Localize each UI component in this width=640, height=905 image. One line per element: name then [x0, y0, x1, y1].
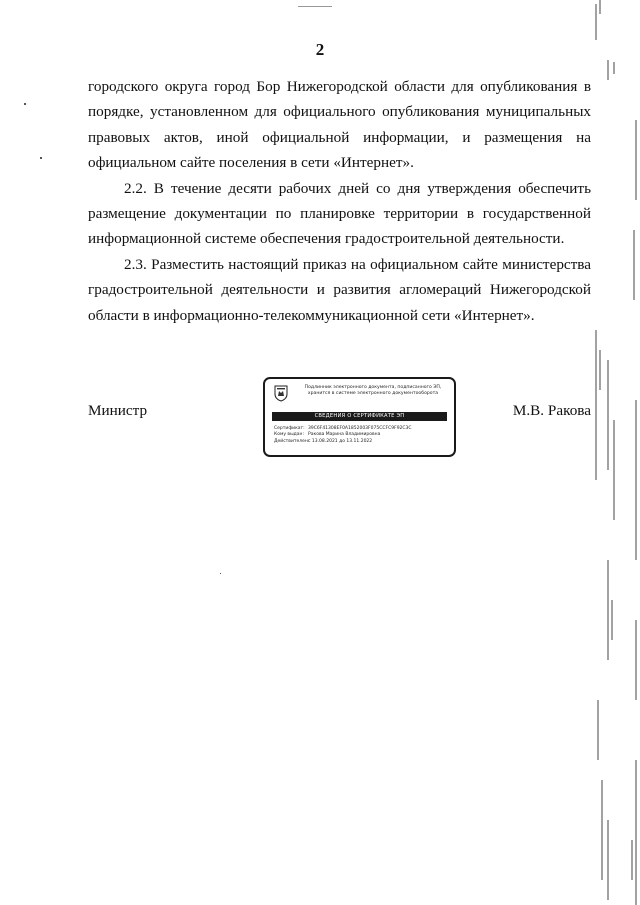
stamp-header-line-1: Подлинник электронного документа, подписанного ЭП, [304, 385, 442, 390]
paragraph-2-3: 2.3. Разместить настоящий приказ на официальном сайте министерства градостроительной деятельности и развития агломераций Нижегородской области в информационно-телекоммуникационной сети «Интернет». [88, 255, 591, 324]
scan-speck [298, 6, 332, 7]
paragraph-continuation: городского округа город Бор Нижегородской области для опубликования в порядке, установленном для официального опубликования муниципальных правовых актов, иной официальной информации, и размещения на официальном сайте поселения в сети «Интернет». [88, 78, 591, 172]
validity-label: Действителен: [274, 438, 310, 444]
page-number: 2 [315, 40, 325, 59]
scan-margin-artifacts [588, 0, 640, 905]
validity-row [274, 439, 452, 445]
stamp-header-line-2: хранится в системе электронного документооборота [307, 391, 439, 397]
document-body [88, 74, 591, 328]
stamp-header [293, 385, 453, 398]
stamp-certificate-bar: СВЕДЕНИЯ О СЕРТИФИКАТЕ ЭП [272, 412, 447, 421]
coat-of-arms-icon [274, 385, 288, 402]
scan-speck [220, 573, 221, 574]
stamp-details [274, 426, 452, 445]
signatory-title: Министр [88, 402, 148, 419]
issued-to-value: Ракова Марина Владимировна [308, 432, 381, 438]
scan-speck [40, 157, 42, 159]
paragraph-2-2: 2.2. В течение десяти рабочих дней со дня утверждения обеспечить размещение документации по планировке территории в государственной информационной системе обеспечения градостроительной деятельности. [88, 179, 591, 248]
electronic-signature-stamp [263, 377, 456, 457]
signatory-name: М.В. Ракова [512, 402, 591, 419]
certificate-label: Сертификат: [274, 426, 305, 431]
issued-to-label: Кому выдан: [274, 432, 304, 438]
scan-speck [24, 103, 26, 105]
certificate-value: 39C6F41308EF0A1852003F075CCFC9F92C3C [308, 426, 412, 431]
validity-value: с 13.08.2021 до 13.11.2022 [308, 438, 373, 444]
